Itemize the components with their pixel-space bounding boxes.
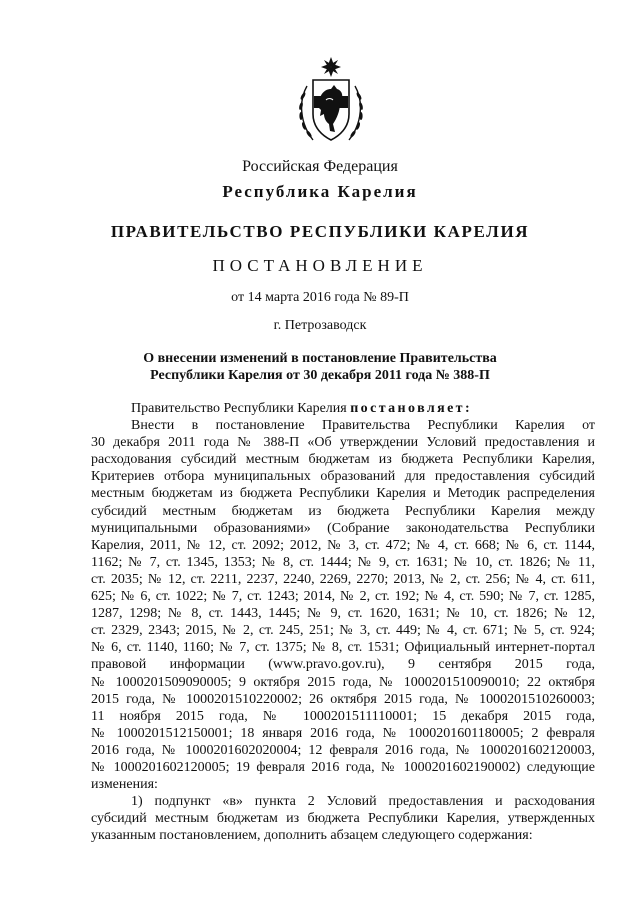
- body-line: 2015 года, № 1000201510220002; 26 октября 2015 года, № 1000201510260003;: [91, 691, 595, 707]
- body-line: 1287, 1298; № 8, ст. 1443, 1445; № 9, ст. 1620, 1631; № 10, ст. 1826; № 12,: [91, 606, 595, 622]
- body-line: 11 ноября 2015 года, № 1000201511110001; 15 декабря 2015 года,: [91, 708, 595, 724]
- title-line: О внесении изменений в постановление Правительства: [143, 351, 497, 366]
- body-line: ст. 2329, 2343; 2015, № 2, ст. 245, 251; № 3, ст. 449; № 4, ст. 671; № 5, ст. 924;: [91, 623, 595, 639]
- decree-date: от 14 марта 2016 года № 89-П: [231, 290, 409, 305]
- document-type-heading: ПОСТАНОВЛЕНИЕ: [212, 256, 428, 275]
- title-line: Республики Карелия от 30 декабря 2011 года № 388-П: [150, 368, 490, 383]
- decree-city: г. Петрозаводск: [273, 318, 367, 333]
- body-line: ст. 2035; № 12, ст. 2211, 2237, 2240, 2269, 2270; 2013, № 2, ст. 256; № 4, ст. 611,: [91, 571, 595, 587]
- government-heading: ПРАВИТЕЛЬСТВО РЕСПУБЛИКИ КАРЕЛИЯ: [110, 222, 530, 241]
- body-line: № 6, ст. 1140, 1160; № 7, ст. 1375; № 8, ст. 1531; Официальный интернет-портал: [91, 640, 595, 656]
- body-line: местным бюджетам из бюджета Республики Карелия и Методик распределения: [91, 486, 595, 502]
- body-line: расходования субсидий местным бюджетам из бюджета Республики Карелия,: [91, 452, 595, 468]
- coat-of-arms-of-karelia: [293, 56, 369, 148]
- body-line: субсидий местным бюджетам из бюджета Республики Карелия между: [91, 503, 595, 519]
- body-line: субсидий местным бюджетам из бюджета Республики Карелия, утвержденных: [91, 811, 595, 827]
- federation-label: Российская Федерация: [242, 158, 398, 175]
- resolves-word: постановляет:: [350, 401, 473, 416]
- republic-label: Республика Карелия: [222, 182, 418, 201]
- body-line: Критериев отбора муниципальных образований для предоставления субсидий: [91, 469, 595, 485]
- body-line: 1162; № 7, ст. 1345, 1353; № 8, ст. 1444; № 9, ст. 1631; № 10, ст. 1826; № 11,: [91, 554, 595, 570]
- intro-text: Правительство Республики Карелия: [131, 401, 351, 416]
- body-line: Внести в постановление Правительства Республики Карелия от: [131, 418, 595, 434]
- body-line: изменения:: [91, 777, 158, 793]
- body-line: № 1000201509090005; 9 октября 2015 года, № 1000201510090010; 22 октября: [91, 674, 595, 690]
- decree-body: [91, 400, 595, 844]
- body-line: указанным постановлением, дополнить абзацем следующего содержания:: [91, 828, 533, 844]
- decree-title: [0, 350, 640, 384]
- body-line: № 1000201512150001; 18 января 2016 года, № 1000201601180005; 2 февраля: [91, 725, 595, 741]
- body-line: 2016 года, № 1000201602020004; 12 февраля 2016 года, № 1000201602120003,: [91, 742, 595, 758]
- intro-paragraph: [91, 400, 595, 417]
- body-line: № 1000201602120005; 19 февраля 2016 года, № 1000201602190002) следующие: [91, 759, 595, 775]
- body-line: муниципальными образованиями» (Собрание законодательства Республики: [91, 520, 595, 536]
- body-line: 1) подпункт «в» пункта 2 Условий предоставления и расходования: [131, 794, 595, 810]
- body-line: 30 декабря 2011 года № 388-П «Об утверждении Условий предоставления и: [91, 435, 595, 451]
- body-line: 625; № 6, ст. 1022; № 7, ст. 1243; 2014, № 2, ст. 192; № 4, ст. 590; № 7, ст. 1285,: [91, 589, 595, 605]
- body-line: Карелия, 2011, № 12, ст. 2092; 2012, № 3, ст. 472; № 4, ст. 668; № 6, ст. 1144,: [91, 537, 595, 553]
- body-line: правовой информации (www.pravo.gov.ru), 9 сентября 2015 года,: [91, 657, 595, 673]
